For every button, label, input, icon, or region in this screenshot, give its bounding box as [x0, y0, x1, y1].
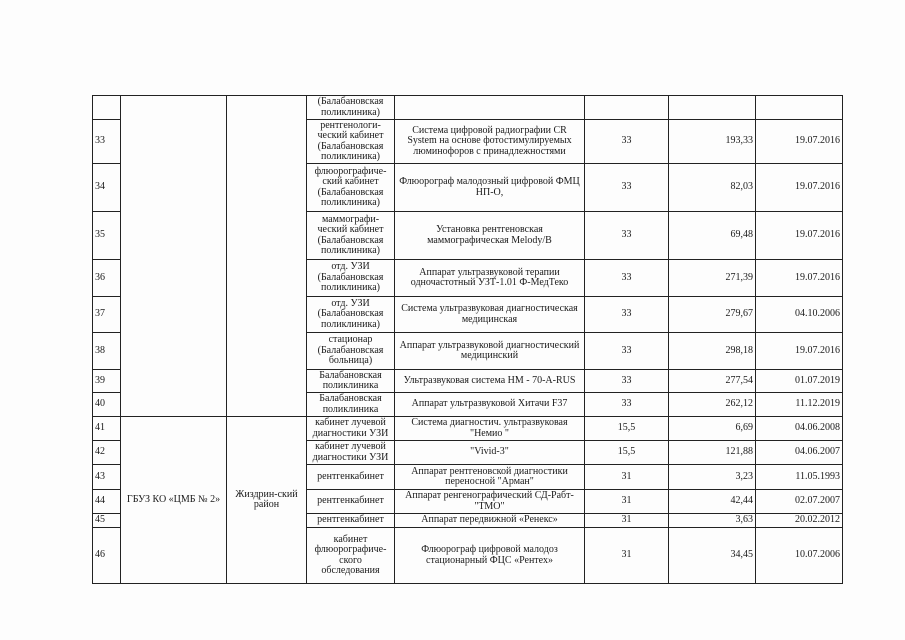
location-cell: кабинет лучевой диагностики УЗИ	[307, 417, 395, 441]
date-cell: 01.07.2019	[756, 370, 843, 393]
power-cell: 15,5	[585, 441, 669, 465]
power-cell: 31	[585, 514, 669, 528]
cost-cell: 82,03	[669, 164, 756, 212]
location-cell: рентгенкабинет	[307, 490, 395, 514]
cost-cell: 271,39	[669, 260, 756, 297]
cost-cell: 193,33	[669, 120, 756, 164]
equipment-cell: Аппарат ультразвуковой терапии одночастотный УЗТ-1.01 Ф-МедТеко	[395, 260, 585, 297]
cost-cell: 121,88	[669, 441, 756, 465]
row-number: 39	[93, 370, 121, 393]
location-cell: Балабановская поликлиника	[307, 370, 395, 393]
date-cell: 19.07.2016	[756, 164, 843, 212]
row-number: 37	[93, 297, 121, 333]
power-cell: 33	[585, 120, 669, 164]
cost-cell: 279,67	[669, 297, 756, 333]
date-cell: 04.06.2007	[756, 441, 843, 465]
row-number: 34	[93, 164, 121, 212]
date-cell: 04.06.2008	[756, 417, 843, 441]
row-number: 33	[93, 120, 121, 164]
location-cell: флюорографиче-ский кабинет (Балабановская поликлиника)	[307, 164, 395, 212]
equipment-cell: Система цифровой радиографии CR System на основе фотостимулируемых люминофоров с принадлежностями	[395, 120, 585, 164]
location-cell: маммографи-ческий кабинет (Балабановская поликлиника)	[307, 212, 395, 260]
location-cell: отд. УЗИ (Балабановская поликлиника)	[307, 260, 395, 297]
power-cell: 33	[585, 393, 669, 417]
date-cell: 10.07.2006	[756, 528, 843, 584]
cost-cell: 3,23	[669, 465, 756, 490]
power-cell: 33	[585, 370, 669, 393]
date-cell: 11.12.2019	[756, 393, 843, 417]
table-row	[93, 417, 843, 441]
location-cell: рентгенологи-ческий кабинет (Балабановская поликлиника)	[307, 120, 395, 164]
cost-cell	[669, 96, 756, 120]
row-number: 46	[93, 528, 121, 584]
location-cell: рентгенкабинет	[307, 465, 395, 490]
date-cell	[756, 96, 843, 120]
power-cell	[585, 96, 669, 120]
row-number: 45	[93, 514, 121, 528]
date-cell: 19.07.2016	[756, 212, 843, 260]
organization-cell-top	[121, 96, 227, 417]
power-cell: 33	[585, 297, 669, 333]
date-cell: 19.07.2016	[756, 120, 843, 164]
location-cell: (Балабановская поликлиника)	[307, 96, 395, 120]
row-number	[93, 96, 121, 120]
date-cell: 02.07.2007	[756, 490, 843, 514]
date-cell: 19.07.2016	[756, 260, 843, 297]
power-cell: 15,5	[585, 417, 669, 441]
cost-cell: 42,44	[669, 490, 756, 514]
power-cell: 33	[585, 260, 669, 297]
cost-cell: 69,48	[669, 212, 756, 260]
power-cell: 31	[585, 465, 669, 490]
date-cell: 20.02.2012	[756, 514, 843, 528]
location-cell: кабинет лучевой диагностики УЗИ	[307, 441, 395, 465]
row-number: 44	[93, 490, 121, 514]
date-cell: 04.10.2006	[756, 297, 843, 333]
cost-cell: 3,63	[669, 514, 756, 528]
equipment-cell: Аппарат рентгеновской диагностики переносной "Арман"	[395, 465, 585, 490]
equipment-cell: Аппарат передвижной «Ренекс»	[395, 514, 585, 528]
power-cell: 33	[585, 212, 669, 260]
equipment-cell: Флюорограф малодозный цифровой ФМЦ НП-О,	[395, 164, 585, 212]
cost-cell: 6,69	[669, 417, 756, 441]
location-cell: кабинет флюорографиче-ского обследования	[307, 528, 395, 584]
power-cell: 31	[585, 528, 669, 584]
row-number: 36	[93, 260, 121, 297]
row-number: 43	[93, 465, 121, 490]
district-name: Жиздрин-ский район	[227, 417, 307, 584]
equipment-cell: Система диагностич. ультразвуковая "Немио "	[395, 417, 585, 441]
equipment-cell: Установка рентгеновская маммографическая Melody/B	[395, 212, 585, 260]
row-number: 42	[93, 441, 121, 465]
location-cell: Балабановская поликлиника	[307, 393, 395, 417]
cost-cell: 277,54	[669, 370, 756, 393]
location-cell: отд. УЗИ (Балабановская поликлиника)	[307, 297, 395, 333]
equipment-cell: Аппарат ультразвуковой Хитачи F37	[395, 393, 585, 417]
row-number: 35	[93, 212, 121, 260]
cost-cell: 298,18	[669, 333, 756, 370]
equipment-cell: Ультразвуковая система НМ - 70-A-RUS	[395, 370, 585, 393]
equipment-cell	[395, 96, 585, 120]
date-cell: 19.07.2016	[756, 333, 843, 370]
cost-cell: 34,45	[669, 528, 756, 584]
power-cell: 33	[585, 333, 669, 370]
equipment-cell: Аппарат ультразвуковой диагностический медицинский	[395, 333, 585, 370]
power-cell: 33	[585, 164, 669, 212]
equipment-cell: Аппарат ренгенографический СД-Рабт-"ТМО"	[395, 490, 585, 514]
date-cell: 11.05.1993	[756, 465, 843, 490]
equipment-register-table	[92, 95, 843, 584]
equipment-cell: Система ультразвуковая диагностическая медицинская	[395, 297, 585, 333]
table-row	[93, 96, 843, 120]
cost-cell: 262,12	[669, 393, 756, 417]
equipment-cell: Флюорограф цифровой малодоз стационарный ФЦС «Рентех»	[395, 528, 585, 584]
district-cell-top	[227, 96, 307, 417]
location-cell: стационар (Балабановская больница)	[307, 333, 395, 370]
row-number: 41	[93, 417, 121, 441]
row-number: 38	[93, 333, 121, 370]
power-cell: 31	[585, 490, 669, 514]
location-cell: рентгенкабинет	[307, 514, 395, 528]
equipment-cell: "Vivid-3"	[395, 441, 585, 465]
row-number: 40	[93, 393, 121, 417]
organization-name: ГБУЗ КО «ЦМБ № 2»	[121, 417, 227, 584]
